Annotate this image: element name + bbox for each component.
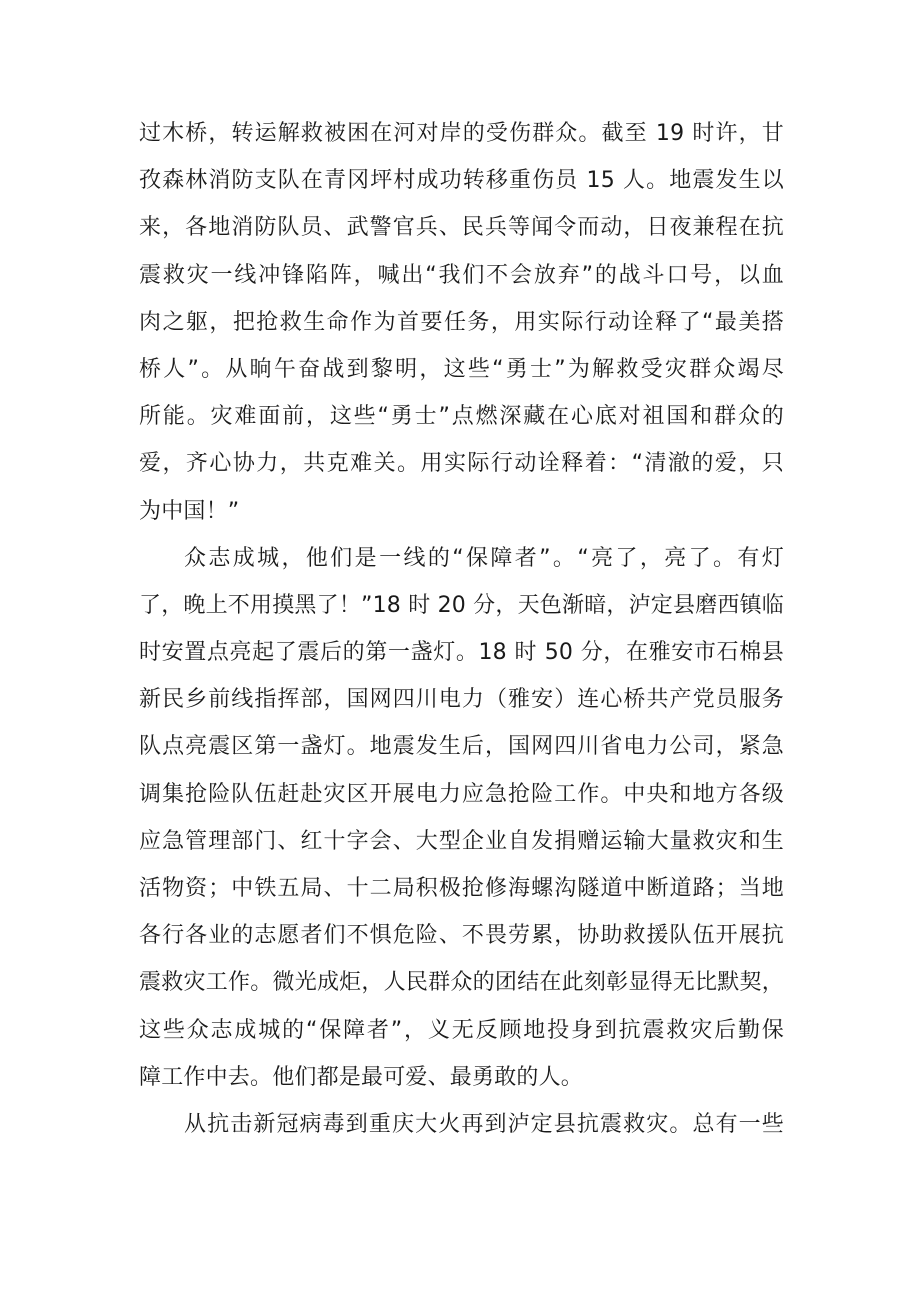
text-line: 为中国！” (139, 498, 240, 524)
paragraph (139, 110, 784, 535)
text-line: 各行各业的志愿者们不惧危险、不畏劳累，协助救援队伍开展抗 (139, 923, 784, 949)
text-line: 众志成城，他们是一线的“保障者”。“亮了，亮了。有灯 (184, 545, 784, 571)
text-line: 过木桥，转运解救被困在河对岸的受伤群众。截至 19 时许，甘 (139, 121, 784, 146)
text-line: 来，各地消防队员、武警官兵、民兵等闻令而动，日夜兼程在抗 (139, 215, 784, 241)
text-line: 应急管理部门、红十字会、大型企业自发捐赠运输大量救灾和生 (139, 828, 784, 854)
text-line: 队点亮震区第一盏灯。地震发生后，国网四川省电力公司，紧急 (139, 734, 784, 760)
paragraph (139, 535, 784, 1101)
text-line: 肉之躯，把抢救生命作为首要任务，用实际行动诠释了“最美搭 (139, 309, 784, 335)
text-line: 从抗击新冠病毒到重庆大火再到泸定县抗震救灾。总有一些 (184, 1111, 784, 1137)
text-line: 了，晚上不用摸黑了！”18 时 20 分，天色渐暗，泸定县磨西镇临 (139, 592, 784, 618)
text-line: 孜森林消防支队在青冈坪村成功转移重伤员 15 人。地震发生以 (139, 168, 784, 194)
text-line: 爱，齐心协力，共克难关。用实际行动诠释着：“清澈的爱，只 (139, 451, 784, 477)
text-line: 障工作中去。他们都是最可爱、最勇敢的人。 (139, 1064, 584, 1090)
text-line: 桥人”。从晌午奋战到黎明，这些“勇士”为解救受灾群众竭尽 (139, 356, 784, 382)
text-line: 震救灾一线冲锋陷阵，喊出“我们不会放弃”的战斗口号，以血 (139, 262, 784, 288)
text-line: 新民乡前线指挥部，国网四川电力（雅安）连心桥共产党员服务 (139, 687, 784, 713)
text-line: 所能。灾难面前，这些“勇士”点燃深藏在心底对祖国和群众的 (139, 404, 784, 430)
text-line: 震救灾工作。微光成炬，人民群众的团结在此刻彰显得无比默契， (139, 970, 784, 996)
paragraph (139, 1101, 784, 1148)
text-line: 时安置点亮起了震后的第一盏灯。18 时 50 分，在雅安市石棉县 (139, 640, 784, 666)
text-line: 这些众志成城的“保障者”，义无反顾地投身到抗震救灾后勤保 (139, 1017, 784, 1043)
text-line: 活物资；中铁五局、十二局积极抢修海螺沟隧道中断道路；当地 (139, 876, 784, 901)
document-body (139, 110, 784, 1148)
text-line: 调集抢险队伍赶赴灾区开展电力应急抢险工作。中央和地方各级 (139, 781, 784, 807)
